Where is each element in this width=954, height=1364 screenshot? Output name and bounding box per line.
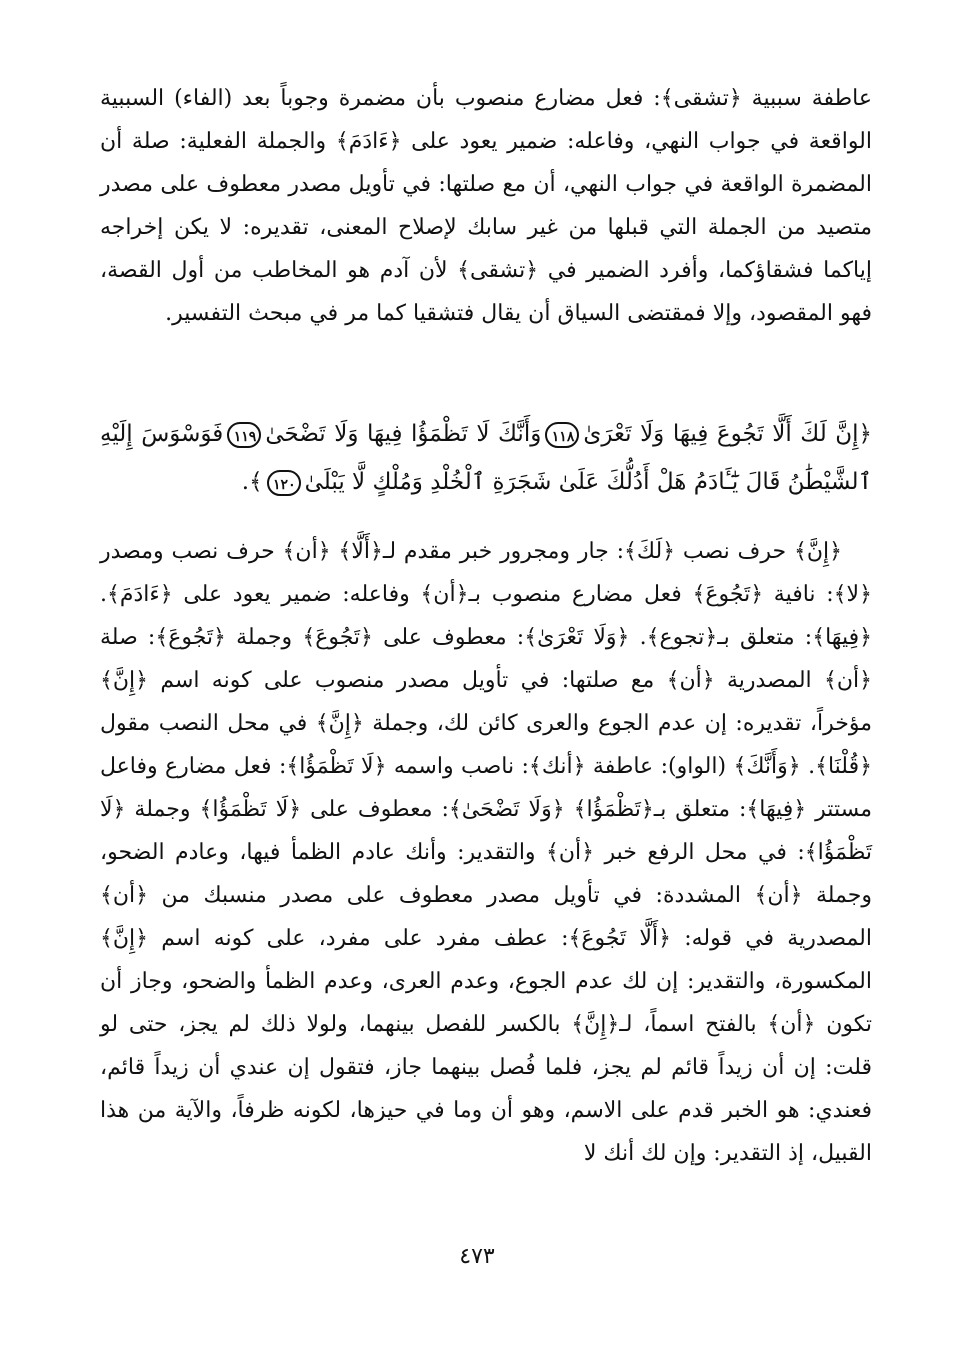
quran-verse-block xyxy=(100,410,872,506)
verse-text-118: ﴿إِنَّ لَكَ أَلَّا تَجُوعَ فِيهَا وَلَا تَعْرَىٰ xyxy=(583,421,872,447)
verse-end-bracket: ﴾. xyxy=(241,469,263,495)
verse-text-120: فَوَسْوَسَ إِلَيْهِ ٱلشَّيْطَٰنُ قَالَ يَٰٓـَٔادَمُ هَلْ أَدُلُّكَ عَلَىٰ شَجَرَةِ ٱلْخُلْدِ وَمُلْكٍ لَّا يَبْلَىٰ xyxy=(100,421,872,495)
verse-number-120: ١٢٠ xyxy=(267,470,301,496)
verse-text-119: وَأَنَّكَ لَا تَظْمَؤُا فِيهَا وَلَا تَضْحَىٰ xyxy=(265,421,542,447)
paragraph-grammar-analysis-2: ﴿إِنَّ﴾ حرف نصب ﴿لَكَ﴾: جار ومجرور خبر مقدم لـ﴿أَلَّا﴾ ﴿أن﴾ حرف نصب ومصدر ﴿لا﴾: نافية ﴿تَجُوعَ﴾ فعل مضارع منصوب بـ﴿أن﴾ وفاعله: ضمير يعود على ﴿ءَادَمَ﴾. ﴿فِيهَا﴾: متعلق بـ﴿تجوع﴾. ﴿وَلَا تَعْرَىٰ﴾: معطوف على ﴿تَجُوعَ﴾ وجملة ﴿تَجُوعَ﴾: صلة ﴿أن﴾ المصدرية ﴿أن﴾ مع صلتها: في تأويل مصدر منصوب على كونه اسم ﴿إِنَّ﴾ مؤخراً، تقديره: إن عدم الجوع والعرى كائن لك، وجملة ﴿إِنَّ﴾ في محل النصب مقول ﴿قُلْنَا﴾. ﴿وَأَنَّكَ﴾ (الواو): عاطفة ﴿أنك﴾: ناصب واسمه ﴿لَا تَظْمَؤُا﴾: فعل مضارع وفاعل مستتر ﴿فِيهَا﴾: متعلق بـ﴿تَظْمَؤُا﴾ ﴿وَلَا تَضْحَىٰ﴾: معطوف على ﴿لَا تَظْمَؤُا﴾ وجملة ﴿لَا تَظْمَؤُا﴾: في محل الرفع خبر ﴿أن﴾ والتقدير: وأنك عادم الظمأ فيها، وعادم الضحو، وجملة ﴿أن﴾ المشددة: في تأويل مصدر معطوف على مصدر منسبك من ﴿أن﴾ المصدرية في قوله: ﴿أَلَّا تَجُوعَ﴾: عطف مفرد على مفرد، على كونه اسم ﴿إِنَّ﴾ المكسورة، والتقدير: إن لك عدم الجوع، وعدم العرى، وعدم الظمأ والضحو، وجاز أن تكون ﴿أن﴾ بالفتح اسماً، لـ﴿إِنَّ﴾ بالكسر للفصل بينهما، ولولا ذلك لم يجز، حتى لو قلت: إن أن زيداً قائم لم يجز، فلما فُصل بينهما جاز، فتقول إن عندي أن زيداً قائم، فعندي: هو الخبر قدم على الاسم، وهو أن وما في حيزها، لكونه ظرفاً، والآية من هذا القبيل، إذ التقدير: وإن لك أنك لا xyxy=(100,539,872,1166)
verse-number-118: ١١٨ xyxy=(545,422,579,448)
paragraph-grammar-analysis-1: عاطفة سببية ﴿تشقى﴾: فعل مضارع منصوب بأن مضمرة وجوباً بعد (الفاء) السببية الواقعة في جواب النهي، وفاعله: ضمير يعود على ﴿ءَادَمَ﴾ والجملة الفعلية: صلة أن المضمرة الواقعة في جواب النهي، أن مع صلتها: في تأويل مصدر معطوف على مصدر متصيد من الجملة التي قبلها من غير سابك لإصلاح المعنى، تقديره: لا يكن إخراجه إياكما فشقاؤكما، وأفرد الضمير في ﴿تشقى﴾ لأن آدم هو المخاطب من أول القصة، فهو المقصود، وإلا فمقتضى السياق أن يقال فتشقيا كما مر في مبحث التفسير. xyxy=(100,86,872,326)
page-number: ٤٧٣ xyxy=(459,1244,495,1269)
verse-number-119: ١١٩ xyxy=(227,422,261,448)
